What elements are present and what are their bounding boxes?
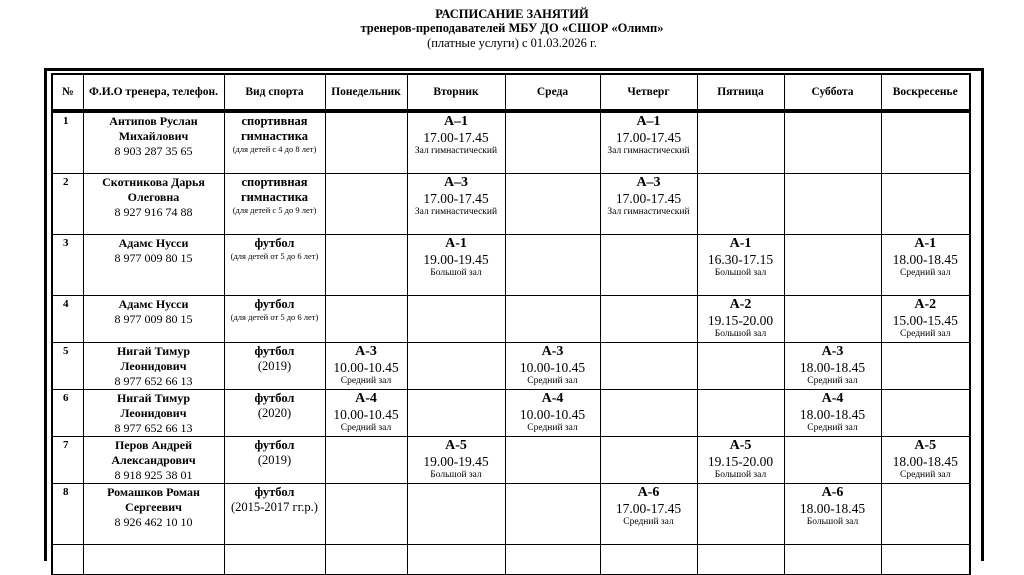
session-cell-thu <box>600 234 697 295</box>
session-cell-sat <box>784 389 881 436</box>
group-code: А–1 <box>636 114 661 129</box>
trainer-phone: 8 977 652 66 13 <box>114 420 193 435</box>
session-room: Зал гимнастический <box>607 206 690 217</box>
trainer-name: Нигай Тимур Леонидович <box>116 343 191 373</box>
session-cell-fri <box>697 295 784 342</box>
group-code: А-5 <box>914 437 937 453</box>
col-name: Ф.И.О тренера, телефон. <box>83 74 224 110</box>
table-row <box>52 173 970 234</box>
session-cell-sun <box>881 295 970 342</box>
session-cell-mon <box>325 342 407 389</box>
session-time: 17.00-17.45 <box>615 500 682 516</box>
sport-name: спортивная гимнастика <box>241 114 308 143</box>
session-room: Средний зал <box>807 375 858 386</box>
row-number: 2 <box>52 173 83 234</box>
trainer-cell <box>83 112 224 173</box>
session-cell-thu <box>600 389 697 436</box>
sport-age: (для детей от 5 до 6 лет) <box>230 311 319 322</box>
session-room: Большой зал <box>714 328 767 339</box>
row-number: 7 <box>52 436 83 483</box>
session-cell-tue <box>407 234 505 295</box>
group-code: А-2 <box>729 296 752 312</box>
session-cell-wed <box>505 173 600 234</box>
session-cell-fri <box>697 389 784 436</box>
group-code: А–3 <box>636 174 661 190</box>
session-cell-wed <box>505 234 600 295</box>
session-cell-sun <box>881 173 970 234</box>
session-room: Большой зал <box>430 267 482 278</box>
group-code: А-4 <box>821 390 844 406</box>
session-time: 17.00-17.45 <box>423 190 489 206</box>
schedule-body <box>51 111 971 575</box>
session-time: 18.00-18.45 <box>799 359 866 375</box>
col-tuesday: Вторник <box>407 74 505 110</box>
session-cell-sun <box>881 342 970 389</box>
group-code: А-1 <box>914 235 937 251</box>
session-cell-sun <box>881 389 970 436</box>
session-cell-wed <box>505 436 600 483</box>
row-number: 5 <box>52 342 83 389</box>
trainer-cell <box>83 295 224 342</box>
trainer-cell <box>83 173 224 234</box>
group-code: А–1 <box>443 114 469 129</box>
trainer-cell <box>83 483 224 544</box>
session-cell-tue <box>407 483 505 544</box>
trainer-name: Ромашков Роман Сергеевич <box>107 484 200 514</box>
session-time: 18.00-18.45 <box>892 453 958 469</box>
session-cell-tue <box>407 173 505 234</box>
session-time: 16.30-17.15 <box>707 251 774 267</box>
trainer-cell <box>83 342 224 389</box>
trainer-name: Антипов Руслан Михайлович <box>109 114 198 143</box>
sport-cell <box>224 234 325 295</box>
page-subtitle: тренеров-преподавателей МБУ ДО «СШОР «Олимп» <box>360 21 664 35</box>
table-row <box>52 112 970 173</box>
col-sunday: Воскресенье <box>881 74 970 110</box>
group-code: А-6 <box>821 484 844 500</box>
session-room: Средний зал <box>527 375 578 386</box>
trainer-name: Скотникова Дарья Олеговна <box>102 174 205 204</box>
table-row <box>52 483 970 544</box>
session-room: Зал гимнастический <box>607 146 690 156</box>
sport-cell <box>224 389 325 436</box>
empty-cell <box>881 544 970 574</box>
session-cell-wed <box>505 112 600 173</box>
group-code: А-1 <box>729 235 752 251</box>
session-cell-tue <box>407 436 505 483</box>
table-row <box>52 389 970 436</box>
session-cell-sun <box>881 112 970 173</box>
table-row <box>52 295 970 342</box>
session-cell-mon <box>325 295 407 342</box>
trainer-phone: 8 977 652 66 13 <box>114 373 193 388</box>
session-room: Большой зал <box>714 469 767 480</box>
empty-cell <box>224 544 325 574</box>
session-time: 10.00-10.45 <box>333 406 399 422</box>
session-cell-tue <box>407 342 505 389</box>
group-code: А-4 <box>355 390 377 406</box>
session-cell-sat <box>784 342 881 389</box>
session-cell-thu <box>600 173 697 234</box>
session-cell-thu <box>600 342 697 389</box>
session-cell-sun <box>881 436 970 483</box>
row-number: 3 <box>52 234 83 295</box>
session-room: Зал гимнастический <box>414 146 498 156</box>
row-number: 6 <box>52 389 83 436</box>
col-sport: Вид спорта <box>224 74 325 110</box>
sport-cell <box>224 436 325 483</box>
col-num: № <box>52 74 83 110</box>
session-cell-mon <box>325 112 407 173</box>
group-code: А-1 <box>445 235 467 251</box>
session-time: 10.00-10.45 <box>333 359 399 375</box>
session-cell-sat <box>784 436 881 483</box>
group-code: А–3 <box>443 174 469 190</box>
session-room: Зал гимнастический <box>414 206 498 217</box>
sport-cell <box>224 295 325 342</box>
trainer-name: Адамс Нусси <box>118 235 189 250</box>
sport-age: (для детей с 5 до 9 лет) <box>232 204 317 215</box>
col-wednesday: Среда <box>505 74 600 110</box>
session-cell-fri <box>697 436 784 483</box>
session-time: 17.00-17.45 <box>615 190 682 206</box>
session-time: 17.00-17.45 <box>615 130 682 145</box>
session-cell-fri <box>697 112 784 173</box>
group-code: А-3 <box>821 343 844 359</box>
trainer-phone: 8 926 462 10 10 <box>114 514 193 529</box>
row-number: 8 <box>52 483 83 544</box>
session-cell-mon <box>325 173 407 234</box>
session-room: Средний зал <box>340 375 392 386</box>
trainer-cell <box>83 436 224 483</box>
sport-year: (2019) <box>257 452 292 467</box>
session-cell-wed <box>505 342 600 389</box>
group-code: А-4 <box>541 390 564 406</box>
session-room: Средний зал <box>900 267 951 278</box>
session-cell-wed <box>505 295 600 342</box>
session-room: Средний зал <box>900 469 951 480</box>
group-code: А-5 <box>445 437 467 453</box>
sport-name: футбол <box>254 235 295 250</box>
trainer-phone: 8 927 916 74 88 <box>114 204 193 219</box>
session-time: 19.00-19.45 <box>423 453 489 469</box>
col-saturday: Суббота <box>784 74 881 110</box>
sport-cell <box>224 173 325 234</box>
session-cell-fri <box>697 342 784 389</box>
session-time: 19.15-20.00 <box>707 312 774 328</box>
trainer-cell <box>83 234 224 295</box>
trainer-name: Перов Андрей Александрович <box>111 437 196 467</box>
col-friday: Пятница <box>697 74 784 110</box>
session-room: Средний зал <box>527 422 578 433</box>
row-number: 1 <box>52 112 83 173</box>
group-code: А-6 <box>637 484 660 500</box>
session-cell-mon <box>325 436 407 483</box>
group-code: А-5 <box>729 437 752 453</box>
sport-name: футбол <box>254 343 295 358</box>
empty-cell <box>52 544 83 574</box>
sport-age: (для детей с 4 до 8 лет) <box>232 144 317 154</box>
session-cell-sat <box>784 112 881 173</box>
empty-cell <box>407 544 505 574</box>
session-time: 10.00-10.45 <box>519 406 586 422</box>
trainer-cell <box>83 389 224 436</box>
session-cell-fri <box>697 173 784 234</box>
sport-cell <box>224 342 325 389</box>
trainer-phone: 8 903 287 35 65 <box>114 144 193 158</box>
session-time: 19.00-19.45 <box>423 251 489 267</box>
group-code: А-2 <box>914 296 937 312</box>
session-cell-sat <box>784 483 881 544</box>
page-note: (платные услуги) с 01.03.2026 г. <box>427 36 597 50</box>
session-time: 10.00-10.45 <box>519 359 586 375</box>
sport-name: футбол <box>254 484 295 499</box>
sport-name: футбол <box>254 437 295 452</box>
trainer-phone: 8 977 009 80 15 <box>114 250 193 265</box>
session-cell-thu <box>600 112 697 173</box>
sport-year: (2015-2017 гг.р.) <box>231 499 318 514</box>
session-room: Средний зал <box>340 422 392 433</box>
col-thursday: Четверг <box>600 74 697 110</box>
session-cell-mon <box>325 234 407 295</box>
session-room: Средний зал <box>807 422 858 433</box>
session-time: 19.15-20.00 <box>707 453 774 469</box>
session-time: 18.00-18.45 <box>799 406 866 422</box>
table-row <box>52 436 970 483</box>
sport-year: (2019) <box>257 358 292 373</box>
session-cell-thu <box>600 295 697 342</box>
session-time: 15.00-15.45 <box>892 312 958 328</box>
session-cell-tue <box>407 295 505 342</box>
session-room: Большой зал <box>430 469 482 480</box>
sport-cell <box>224 483 325 544</box>
trainer-name: Адамс Нусси <box>118 296 189 311</box>
session-cell-sat <box>784 295 881 342</box>
page-title: РАСПИСАНИЕ ЗАНЯТИЙ <box>435 7 589 21</box>
session-cell-wed <box>505 483 600 544</box>
col-monday: Понедельник <box>325 74 407 110</box>
table-row <box>52 234 970 295</box>
session-room: Большой зал <box>714 267 767 278</box>
session-cell-sun <box>881 483 970 544</box>
trainer-phone: 8 977 009 80 15 <box>114 311 193 326</box>
sport-name: футбол <box>254 390 295 405</box>
session-cell-mon <box>325 389 407 436</box>
group-code: А-3 <box>355 343 377 359</box>
table-row-empty <box>52 544 970 574</box>
session-time: 17.00-17.45 <box>423 130 489 145</box>
session-cell-sat <box>784 173 881 234</box>
session-room: Большой зал <box>806 516 859 527</box>
sport-name: футбол <box>254 296 295 311</box>
session-cell-mon <box>325 483 407 544</box>
row-number: 4 <box>52 295 83 342</box>
session-cell-fri <box>697 483 784 544</box>
trainer-name: Нигай Тимур Леонидович <box>116 390 191 420</box>
trainer-phone: 8 918 925 38 01 <box>114 467 193 482</box>
session-cell-thu <box>600 483 697 544</box>
session-cell-tue <box>407 112 505 173</box>
table-row <box>52 342 970 389</box>
session-room: Средний зал <box>623 516 674 527</box>
session-cell-wed <box>505 389 600 436</box>
session-room: Средний зал <box>900 328 951 339</box>
empty-cell <box>83 544 224 574</box>
session-cell-sat <box>784 234 881 295</box>
session-cell-sun <box>881 234 970 295</box>
session-cell-fri <box>697 234 784 295</box>
sport-name: спортивная гимнастика <box>241 174 308 204</box>
group-code: А-3 <box>541 343 564 359</box>
empty-cell <box>325 544 407 574</box>
empty-cell <box>505 544 600 574</box>
empty-cell <box>600 544 697 574</box>
schedule-header <box>51 73 971 111</box>
session-cell-tue <box>407 389 505 436</box>
session-cell-thu <box>600 436 697 483</box>
empty-cell <box>697 544 784 574</box>
session-time: 18.00-18.45 <box>799 500 866 516</box>
empty-cell <box>784 544 881 574</box>
session-time: 18.00-18.45 <box>892 251 958 267</box>
sport-age: (для детей от 5 до 6 лет) <box>230 250 319 261</box>
sport-year: (2020) <box>257 405 292 420</box>
sport-cell <box>224 112 325 173</box>
